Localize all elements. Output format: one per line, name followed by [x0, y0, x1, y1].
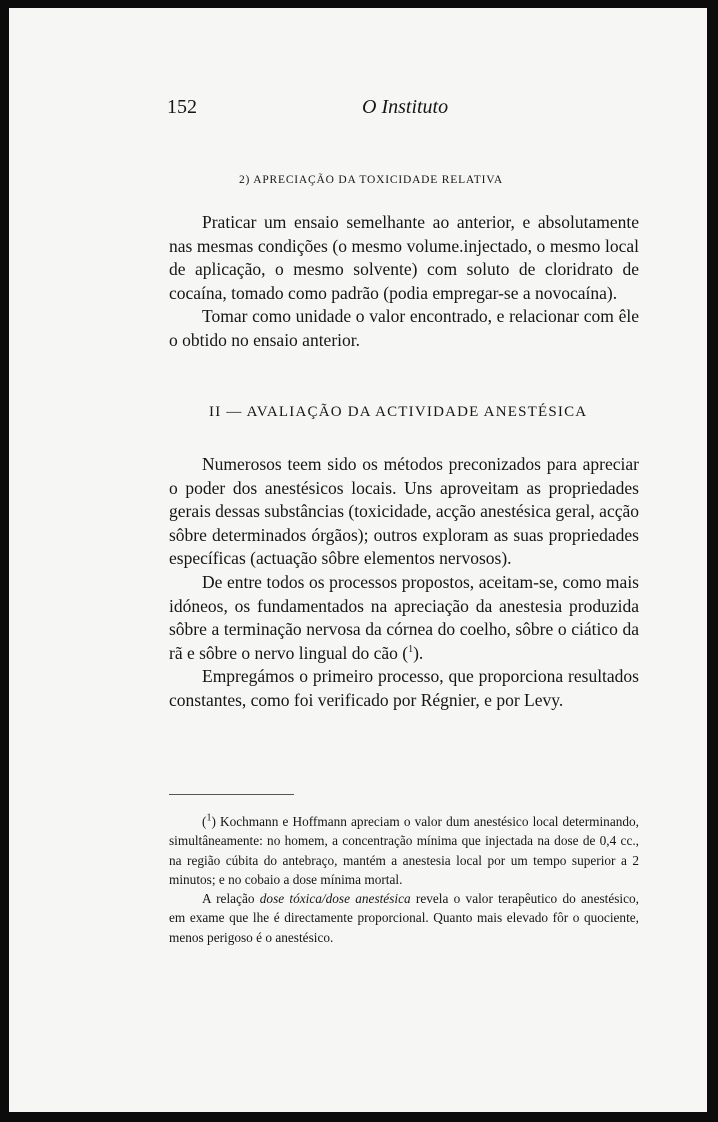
paragraph: Tomar como unidade o valor encontrado, e relacionar com êle o obtido no ensaio anterior. — [169, 306, 639, 350]
subsection-heading: 2) APRECIAÇÃO DA TOXICIDADE RELATIVA — [239, 174, 503, 186]
body-text-block-1 — [169, 211, 639, 353]
body-text-block-2 — [169, 453, 639, 713]
paragraph-text: De entre todos os processos propostos, aceitam-se, como mais idóneos, os fundamentados na apreciação da anestesia produzida sôbre a terminação nervosa da córnea do coelho, sôbre o ciático da rã e sôbre o nervo lingual do cão ( — [169, 571, 639, 663]
scanned-page — [9, 8, 707, 1112]
footnotes — [169, 812, 639, 947]
paragraph — [169, 571, 639, 665]
footnote-marker: ($^1$) — [202, 812, 216, 829]
running-title: O Instituto — [362, 96, 449, 118]
formula-text: dose tóxica/dose anestésica — [259, 891, 411, 907]
footnote — [169, 812, 639, 889]
page-header — [167, 96, 567, 124]
footnote-continuation: A relação dose tóxica/dose anestésica revela o valor terapêutico do anestésico, em exame que lhe é directamente proporcional. Quanto mais elevado fôr o quociente, menos perigoso é o anestésico. — [169, 891, 640, 945]
page-number: 152 — [167, 96, 197, 118]
paragraph-text-end: ). — [413, 642, 424, 663]
footnote-text: Kochmann e Hoffmann apreciam o valor dum anestésico local determinando, simultâneamente: no homem, a concentração mínima que injectada na dose de 0,4 cc., na região cúbita do antebraço, mantém a anestesia local por um tempo superior a 2 minutos; e no cobaio a dose mínima mortal. — [169, 814, 639, 887]
paragraph: Empregámos o primeiro processo, que proporciona resultados constantes, como foi verificado por Régnier, e por Levy. — [169, 666, 639, 710]
paragraph: Praticar um ensaio semelhante ao anterior, e absolutamente nas mesmas condições (o mesmo volume.injectado, o mesmo local de aplicação, o mesmo solvente) com soluto de cloridrato de cocaína, tomado como padrão (podia empregar-se a novocaína). — [169, 212, 639, 303]
footnote-divider — [169, 794, 294, 795]
section-heading: II — AVALIAÇÃO DA ACTIVIDADE ANESTÉSICA — [209, 404, 588, 420]
footnote-reference[interactable]: 1 — [408, 643, 414, 655]
paragraph: Numerosos teem sido os métodos preconizados para apreciar o poder dos anestésicos locais. Uns aproveitam as propriedades gerais dessas substâncias (toxicidade, acção anestésica geral, acção sôbre determinados órgãos); outros exploram as suas propriedades específicas (actuação sôbre elementos nervosos). — [169, 454, 639, 569]
